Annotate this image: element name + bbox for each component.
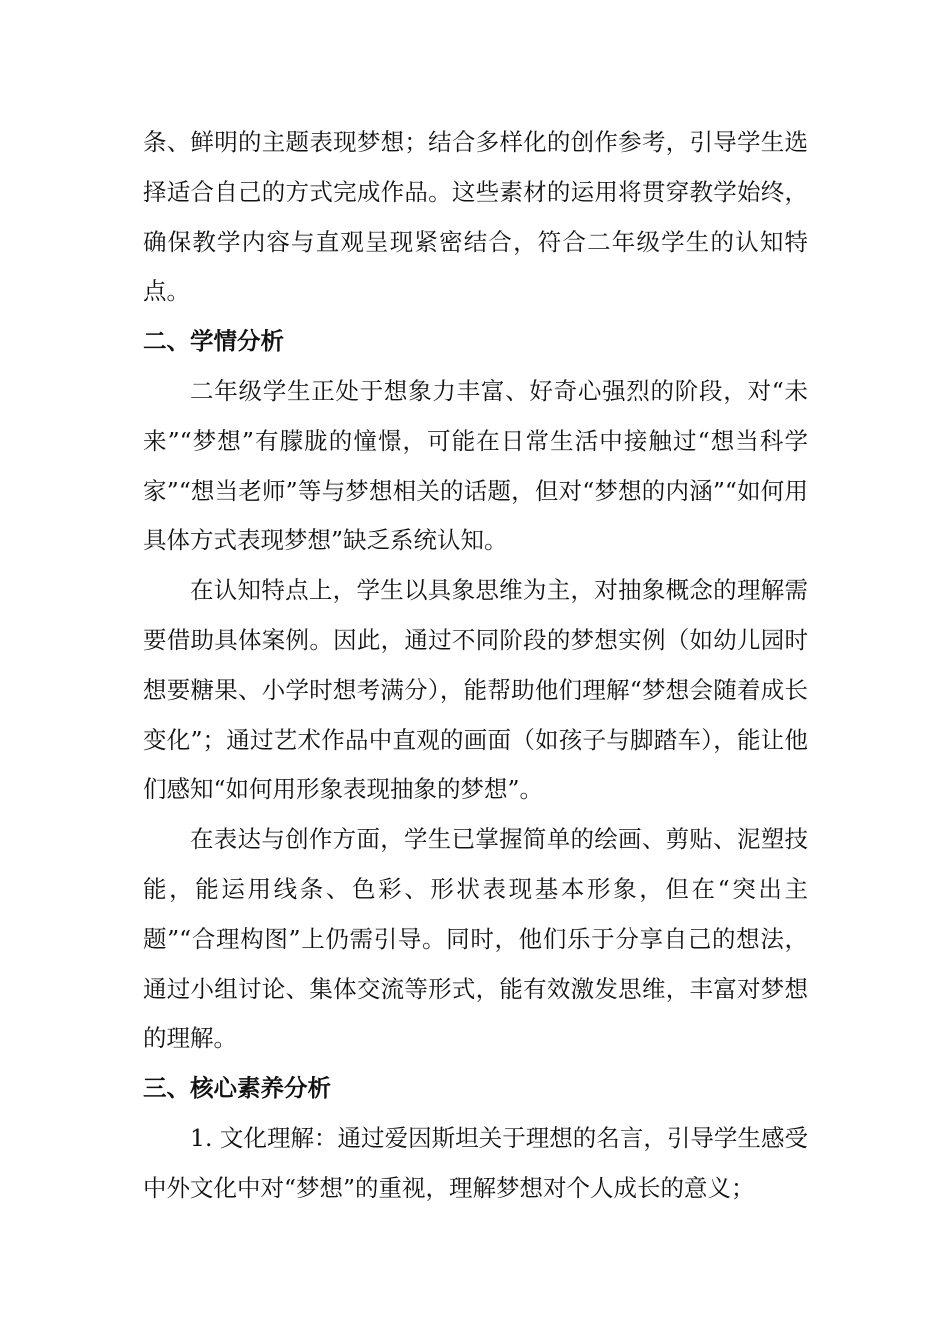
heading-student-analysis: 二、学情分析	[143, 327, 284, 356]
paragraph-cognitive-traits: 在认知特点上，学生以具象思维为主，对抽象概念的理解需要借助具体案例。因此，通过不同阶段的梦想实例（如幼儿园时想要糖果、小学时想考满分），能帮助他们理解“梦想会随着成长变化”；通过艺术作品中直观的画面（如孩子与脚踏车），能让他们感知“如何用形象表现抽象的梦想”。	[143, 576, 808, 804]
paragraph-expression-creation: 在表达与创作方面，学生已掌握简单的绘画、剪贴、泥塑技能，能运用线条、色彩、形状表现基本形象，但在“突出主题”“合理构图”上仍需引导。同时，他们乐于分享自己的想法，通过小组讨论、集体交流等形式，能有效激发思维，丰富对梦想的理解。	[143, 825, 808, 1053]
paragraph-cultural-understanding: 1. 文化理解：通过爱因斯坦关于理想的名言，引导学生感受中外文化中对“梦想”的重视，理解梦想对个人成长的意义；	[143, 1123, 808, 1202]
paragraph-student-stage: 二年级学生正处于想象力丰富、好奇心强烈的阶段，对“未来”“梦想”有朦胧的憧憬，可能在日常生活中接触过“想当科学家”“想当老师”等与梦想相关的话题，但对“梦想的内涵”“如何用具体方式表现梦想”缺乏系统认知。	[143, 376, 808, 555]
heading-core-literacy: 三、核心素养分析	[143, 1074, 331, 1103]
document-body	[143, 118, 808, 1214]
paragraph-materials-summary: 条、鲜明的主题表现梦想；结合多样化的创作参考，引导学生选择适合自己的方式完成作品。这些素材的运用将贯穿教学始终，确保教学内容与直观呈现紧密结合，符合二年级学生的认知特点。	[143, 128, 808, 306]
